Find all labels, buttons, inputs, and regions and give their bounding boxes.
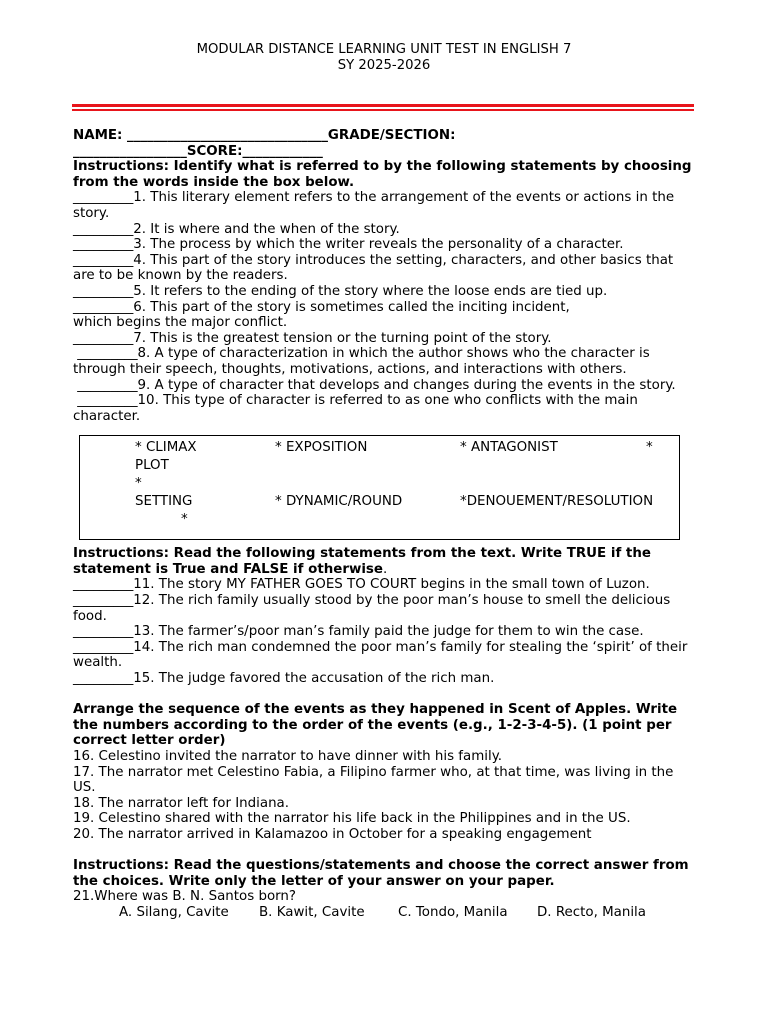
word-bullet: * xyxy=(181,512,188,528)
choice-c: C. Tondo, Manila xyxy=(398,904,508,920)
spacer xyxy=(73,843,695,859)
header-rule-top xyxy=(72,104,694,107)
word-dynamic-round: * DYNAMIC/ROUND xyxy=(275,494,403,510)
question-item: _________2. It is where and the when of the story. xyxy=(73,221,400,237)
question-item: _________10. This type of character is referred to as one who conflicts with the main character. xyxy=(73,393,643,424)
question-item: which begins the major conflict. xyxy=(73,315,288,331)
question-21: 21.Where was B. N. Santos born? xyxy=(73,889,297,905)
sequence-item: 17. The narrator met Celestino Fabia, a Filipino farmer who, at that time, was living in the US. xyxy=(73,764,674,796)
word-setting: SETTING xyxy=(135,494,193,510)
name-grade-line: NAME: ______________________________GRADE/SECTION: xyxy=(73,128,456,143)
sequence-item: 18. The narrator left for Indiana. xyxy=(73,795,290,811)
question-item: _________3. The process by which the writer reveals the personality of a character. xyxy=(73,237,624,253)
question-item: _________4. This part of the story introduces the setting, characters, and other basics that are to be known by the readers. xyxy=(73,252,674,284)
question-item: _________5. It refers to the ending of the story where the loose ends are tied up. xyxy=(73,283,608,299)
spacer xyxy=(73,687,695,703)
choice-d: D. Recto, Manila xyxy=(537,904,646,920)
part2-instructions-end: . xyxy=(382,561,388,577)
test-title: MODULAR DISTANCE LEARNING UNIT TEST IN ENGLISH 7 xyxy=(196,42,572,57)
word-bullet: * xyxy=(646,440,653,456)
question-item: _________11. The story MY FATHER GOES TO COURT begins in the small town of Luzon. xyxy=(73,577,650,593)
question-item: _________15. The judge favored the accusation of the rich man. xyxy=(73,671,495,687)
question-item: _________8. A type of characterization in which the author shows who the character is through their speech, thoughts, motivations, actions, and interactions with others. xyxy=(73,346,654,377)
school-year: SY 2025-2026 xyxy=(337,58,431,73)
score-line: _________________SCORE:____________ xyxy=(73,143,323,159)
sequence-item: 19. Celestino shared with the narrator his life back in the Philippines and in the US. xyxy=(73,811,631,827)
test-content xyxy=(73,128,695,921)
part1-instructions: Instructions: Identify what is referred to by the following statements by choosing from the words inside the box below. xyxy=(73,159,692,190)
part2-instructions xyxy=(73,546,695,577)
question-item: _________7. This is the greatest tension or the turning point of the story. xyxy=(73,330,552,346)
choice-a: A. Silang, Cavite xyxy=(119,904,229,920)
word-plot: PLOT xyxy=(135,458,169,474)
question-item: _________9. A type of character that develops and changes during the events in the story. xyxy=(73,377,676,393)
part2-instructions-bold: Instructions: Read the following statements from the text. Write TRUE if the statement is True and FALSE if otherwise xyxy=(73,546,651,577)
header-rule-bottom xyxy=(72,109,694,111)
question-21-choices xyxy=(73,905,695,921)
sequence-item: 20. The narrator arrived in Kalamazoo in October for a speaking engagement xyxy=(73,826,592,842)
question-item: _________1. This literary element refers to the arrangement of the events or actions in the story. xyxy=(73,190,675,221)
word-bullet: * xyxy=(135,476,142,492)
word-box xyxy=(79,435,680,540)
part4-instructions: Instructions: Read the questions/statements and choose the correct answer from the choices. Write only the letter of your answer on your paper. xyxy=(73,858,689,889)
question-item: _________12. The rich family usually stood by the poor man’s house to smell the delicious food. xyxy=(73,593,671,624)
word-exposition: * EXPOSITION xyxy=(275,440,368,456)
question-item: _________14. The rich man condemned the poor man’s family for stealing the ‘spirit’ of their wealth. xyxy=(73,639,688,671)
word-climax: * CLIMAX xyxy=(135,440,197,456)
question-item: _________13. The farmer’s/poor man’s family paid the judge for them to win the case. xyxy=(73,624,644,640)
part3-instructions: Arrange the sequence of the events as they happened in Scent of Apples. Write the numbers according to the order of the events (e.g., 1-2-3-4-5). (1 point per correct letter order) xyxy=(73,702,678,749)
choice-b: B. Kawit, Cavite xyxy=(259,904,365,920)
word-denouement: *DENOUEMENT/RESOLUTION xyxy=(460,494,654,510)
question-item: _________6. This part of the story is sometimes called the inciting incident, xyxy=(73,299,570,315)
word-antagonist: * ANTAGONIST xyxy=(460,440,558,456)
sequence-item: 16. Celestino invited the narrator to have dinner with his family. xyxy=(73,749,502,764)
